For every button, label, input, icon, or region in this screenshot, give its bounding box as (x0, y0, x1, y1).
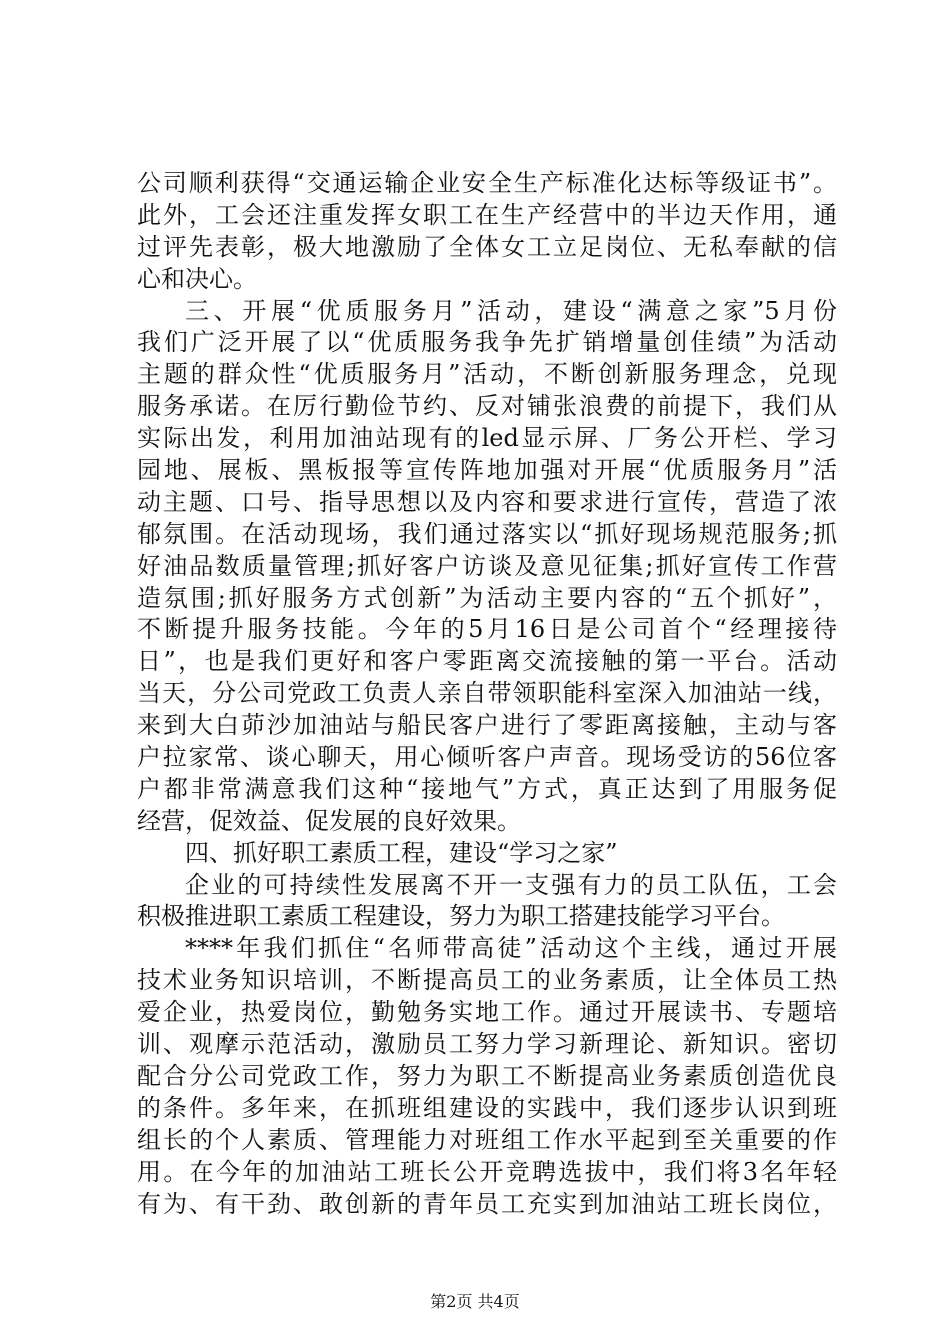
text-line: 园地、展板、黑板报等宣传阵地加强对开展“优质服务月”活 (137, 456, 837, 485)
page-footer: 第2页 共4页 (430, 1292, 520, 1311)
text-line: 经营，促效益、促发展的良好效果。 (137, 806, 521, 835)
body-text (137, 168, 837, 1220)
text-line: 训、观摩示范活动，激励员工努力学习新理论、新知识。密切 (137, 1030, 837, 1059)
text-line: 公司顺利获得“交通运输企业安全生产标准化达标等级证书”。 (137, 169, 837, 197)
text-line: 当天，分公司党政工负责人亲自带领职能科室深入加油站一线， (137, 679, 837, 708)
text-line: 爱企业，热爱岗位，勤勉务实地工作。通过开展读书、专题培 (137, 998, 837, 1027)
text-line: 实际出发，利用加油站现有的led显示屏、厂务公开栏、学习 (137, 424, 837, 453)
text-line: 服务承诺。在厉行勤俭节约、反对铺张浪费的前提下，我们从 (137, 392, 837, 421)
text-line: 动主题、口号、指导思想以及内容和要求进行宣传，营造了浓 (137, 487, 837, 516)
text-line: 主题的群众性“优质服务月”活动，不断创新服务理念，兑现 (137, 360, 837, 389)
text-line: 郁氛围。在活动现场，我们通过落实以“抓好现场规范服务;抓 (137, 519, 837, 548)
section-heading-3: 三、开展“优质服务月”活动，建设“满意之家”5月份 (185, 296, 837, 325)
text-line: 配合分公司党政工作，努力为职工不断提高业务素质创造优良 (137, 1061, 837, 1090)
text-line: 此外，工会还注重发挥女职工在生产经营中的半边天作用，通 (137, 200, 837, 229)
text-line: 造氛围;抓好服务方式创新”为活动主要内容的“五个抓好”， (137, 583, 837, 612)
text-line: 有为、有干劲、敢创新的青年员工充实到加油站工班长岗位， (137, 1189, 837, 1218)
text-line: 日”，也是我们更好和客户零距离交流接触的第一平台。活动 (137, 647, 837, 676)
text-line: 好油品数质量管理;抓好客户访谈及意见征集;抓好宣传工作营 (137, 551, 837, 580)
text-line: 的条件。多年来，在抓班组建设的实践中，我们逐步认识到班 (137, 1093, 837, 1122)
section-heading-4: 四、抓好职工素质工程，建设“学习之家” (185, 838, 618, 867)
text-line: 来到大白茆沙加油站与船民客户进行了零距离接触，主动与客 (137, 711, 837, 740)
text-line: ****年我们抓住“名师带高徒”活动这个主线，通过开展 (185, 934, 837, 963)
text-line: 户拉家常、谈心聊天，用心倾听客户声音。现场受访的56位客 (137, 743, 837, 772)
text-line: 过评先表彰，极大地激励了全体女工立足岗位、无私奉献的信 (137, 232, 837, 261)
text-line: 心和决心。 (137, 264, 257, 293)
text-line: 不断提升服务技能。今年的5月16日是公司首个“经理接待 (137, 615, 837, 644)
text-line: 组长的个人素质、管理能力对班组工作水平起到至关重要的作 (137, 1125, 837, 1154)
text-line: 用。在今年的加油站工班长公开竞聘选拔中，我们将3名年轻 (137, 1157, 837, 1186)
text-line: 企业的可持续性发展离不开一支强有力的员工队伍，工会 (185, 870, 837, 899)
text-line: 户都非常满意我们这种“接地气”方式，真正达到了用服务促 (137, 774, 837, 803)
text-line: 我们广泛开展了以“优质服务我争先扩销增量创佳绩”为活动 (137, 328, 837, 357)
text-line: 技术业务知识培训，不断提高员工的业务素质，让全体员工热 (137, 966, 837, 995)
text-line: 积极推进职工素质工程建设，努力为职工搭建技能学习平台。 (137, 902, 785, 931)
